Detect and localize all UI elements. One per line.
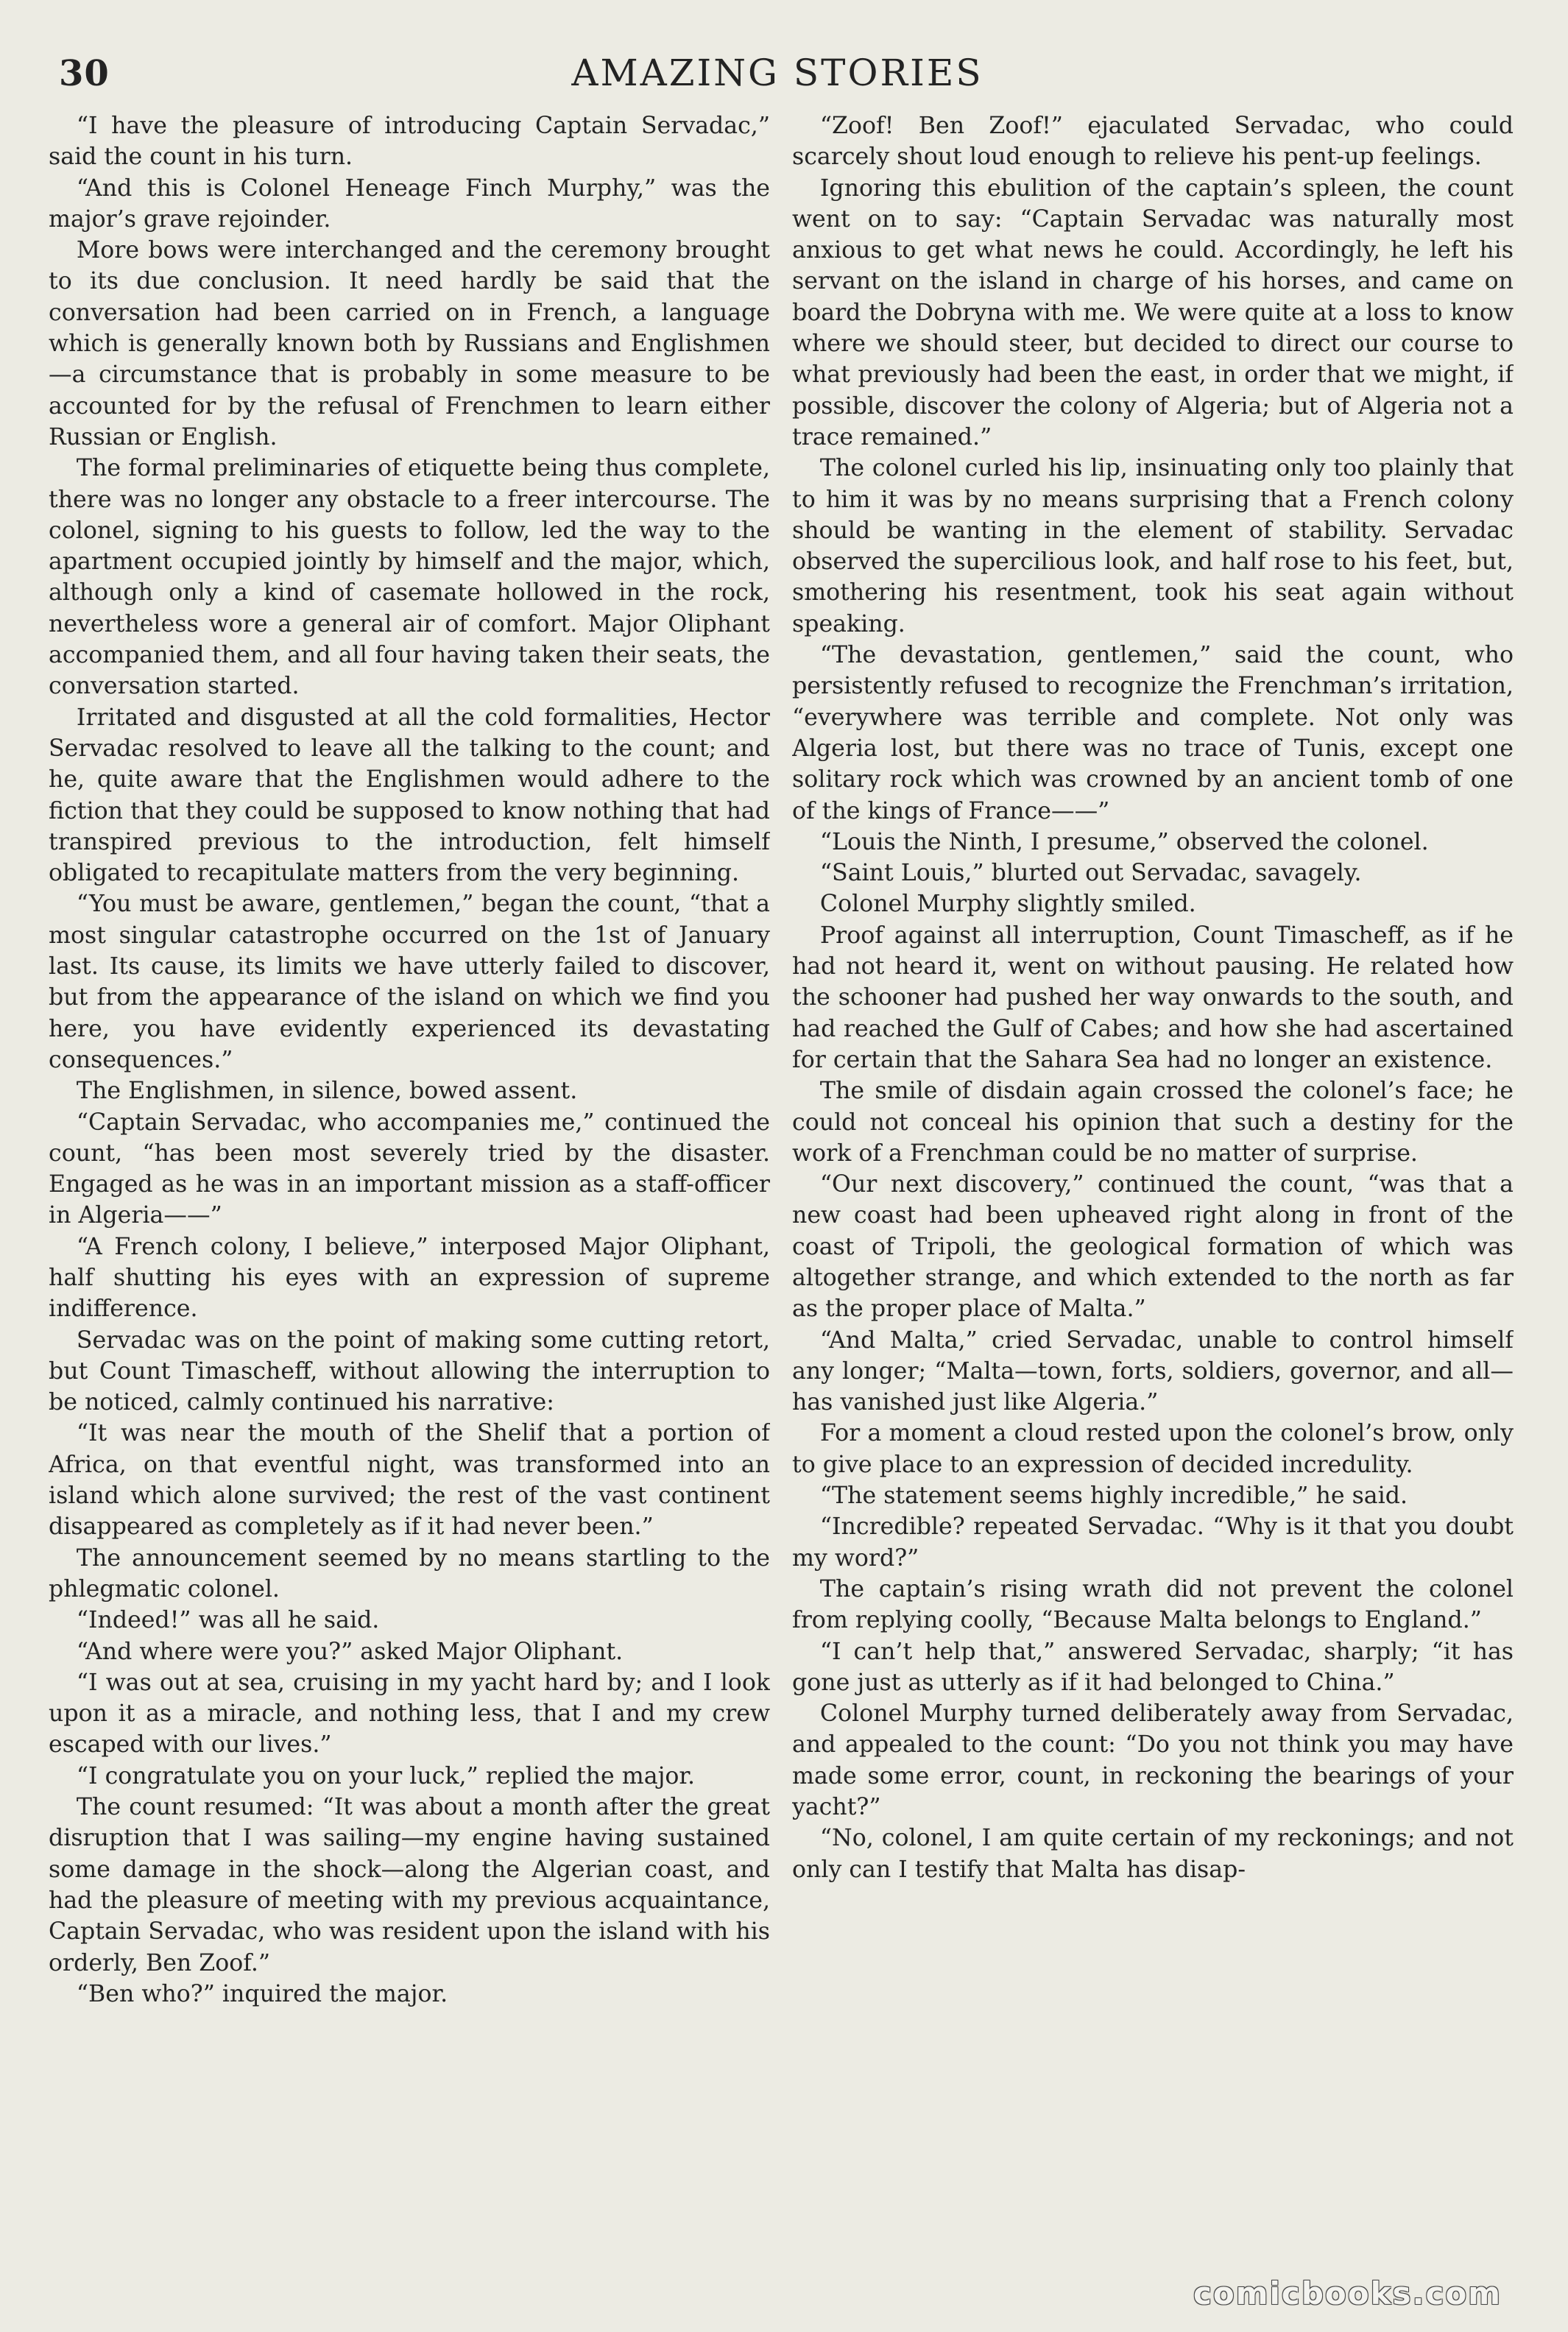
paragraph: Colonel Murphy slightly smiled. [819, 891, 1196, 918]
paragraph: “The devastation, gentlemen,” said the count, who persistently refused to recognize the Frenchman’s irritation, “everywhere was terrible and complete. Not only was Algeria lost, but there was no trace of Tunis, except one solitary rock which was crowned by an ancient tomb of one of the kings of France——” [792, 642, 1514, 824]
paragraph: Irritated and disgusted at all the cold formalities, Hector Servadac resolved to leave all the talking to the count; and he, quite aware that the Englishmen would adhere to the fiction that they could be supposed to know nothing that had transpired previous to the introduction, felt himself obligated to recapitulate matters from the very beginning. [49, 704, 770, 887]
magazine-title: AMAZING STORIES [571, 52, 983, 94]
paragraph: “I was out at sea, cruising in my yacht hard by; and I look upon it as a miracle, and nothing less, that I and my crew escaped with our lives.” [49, 1669, 770, 1759]
paragraph: “The statement seems highly incredible,” he said. [819, 1483, 1408, 1510]
paragraph: Proof against all interruption, Count Timascheff, as if he had not heard it, went on without pausing. He related how the schooner had pushed her way onwards to the south, and had reached the Gulf of Cabes; and how she had ascertained for certain that the Sahara Sea had no longer an existence. [792, 922, 1514, 1073]
left-column [49, 110, 770, 2286]
paragraph: “A French colony, I believe,” interposed Major Oliphant, half shutting his eyes with an expression of supreme indifference. [49, 1233, 770, 1323]
paragraph: Colonel Murphy turned deliberately away from Servadac, and appealed to the count: “Do you not think you may have made some error, count, in reckoning the bearings of your yacht?” [792, 1700, 1514, 1821]
paragraph: “And this is Colonel Heneage Finch Murphy,” was the major’s grave rejoinder. [49, 174, 770, 233]
paragraph: The smile of disdain again crossed the colonel’s face; he could not conceal his opinion that such a destiny for the work of a Frenchman could be no matter of surprise. [792, 1078, 1514, 1167]
paragraph: The count resumed: “It was about a month after the great disruption that I was sailing—my engine having sustained some damage in the shock—along the Algerian coast, and had the pleasure of meeting with my previous acquaintance, Captain Servadac, who was resident upon the island with his orderly, Ben Zoof.” [49, 1794, 770, 1976]
paragraph: “You must be aware, gentlemen,” began the count, “that a most singular catastrophe occurred on the 1st of January last. Its cause, its limits we have utterly failed to discover, but from the appearance of the island on which we find you here, you have evidently experienced its devastating consequences.” [49, 891, 770, 1073]
paragraph: The announcement seemed by no means startling to the phlegmatic colonel. [49, 1544, 770, 1603]
paragraph: “Ben who?” inquired the major. [76, 1980, 448, 2007]
paragraph: “Indeed!” was all he said. [76, 1607, 380, 1634]
paragraph: The captain’s rising wrath did not prevent the colonel from replying coolly, “Because Malta belongs to England.” [792, 1575, 1514, 1634]
paragraph: “I congratulate you on your luck,” replied the major. [76, 1762, 696, 1789]
paragraph: “Louis the Ninth, I presume,” observed the colonel. [819, 828, 1429, 855]
page-number: 30 [59, 53, 110, 94]
paragraph: “Saint Louis,” blurted out Servadac, savagely. [819, 860, 1362, 887]
paragraph: “I have the pleasure of introducing Captain Servadac,” said the count in his turn. [49, 113, 770, 171]
paragraph: Ignoring this ebulition of the captain’s spleen, the count went on to say: “Captain Servadac was naturally most anxious to get what news he could. Accordingly, he left his servant on the island in charge of his horses, and came on board the Dobryna with me. We were quite at a loss to know where we should steer, but decided to direct our course to what previously had been the east, in order that we might, if possible, discover the colony of Algeria; but of Algeria not a trace remained.” [792, 174, 1514, 451]
paragraph: “Zoof! Ben Zoof!” ejaculated Servadac, who could scarcely shout loud enough to relieve his pent-up feelings. [792, 113, 1514, 171]
right-column [792, 110, 1514, 2286]
paragraph: “Incredible? repeated Servadac. “Why is it that you doubt my word?” [792, 1513, 1514, 1572]
paragraph: “Our next discovery,” continued the count, “was that a new coast had been upheaved right along in front of the coast of Tripoli, the geological formation of which was altogether strange, and which extended to the north as far as the proper place of Malta.” [792, 1171, 1514, 1323]
paragraph: The colonel curled his lip, insinuating only too plainly that to him it was by no means surprising that a French colony should be wanting in the element of stability. Servadac observed the supercilious look, and half rose to his feet, but, smothering his resentment, took his seat again without speaking. [792, 455, 1514, 637]
paragraph: The Englishmen, in silence, bowed assent. [76, 1078, 578, 1105]
page-header [49, 49, 1506, 112]
paragraph: “And Malta,” cried Servadac, unable to control himself any longer; “Malta—town, forts, soldiers, governor, and all—has vanished just like Algeria.” [792, 1326, 1514, 1416]
paragraph: “It was near the mouth of the Shelif that a portion of Africa, on that eventful night, was transformed into an island which alone survived; the rest of the vast continent disappeared as completely as if it had never been.” [49, 1420, 770, 1541]
paragraph: “And where were you?” asked Major Oliphant. [76, 1638, 624, 1665]
paragraph: “No, colonel, I am quite certain of my reckonings; and not only can I testify that Malta has disap- [792, 1825, 1514, 1883]
paragraph: The formal preliminaries of etiquette being thus complete, there was no longer any obstacle to a freer intercourse. The colonel, signing to his guests to follow, led the way to the apartment occupied jointly by himself and the major, which, although only a kind of casemate hollowed in the rock, nevertheless wore a general air of comfort. Major Oliphant accompanied them, and all four having taken their seats, the conversation started. [49, 455, 770, 700]
paragraph: Servadac was on the point of making some cutting retort, but Count Timascheff, without allowing the interruption to be noticed, calmly continued his narrative: [49, 1326, 770, 1416]
paragraph: More bows were interchanged and the ceremony brought to its due conclusion. It need hardly be said that the conversation had been carried on in French, a language which is generally known both by Russians and Englishmen—a circumstance that is probably in some measure to be accounted for by the refusal of Frenchmen to learn either Russian or English. [49, 237, 770, 451]
watermark-logo: comicbooks.com [1193, 2275, 1502, 2311]
article-body [49, 110, 1514, 2286]
paragraph: “I can’t help that,” answered Servadac, sharply; “it has gone just as utterly as if it had belonged to China.” [792, 1638, 1514, 1696]
paragraph: “Captain Servadac, who accompanies me,” continued the count, “has been most severely tried by the disaster. Engaged as he was in an important mission as a staff-officer in Algeria——” [49, 1109, 770, 1229]
paragraph: For a moment a cloud rested upon the colonel’s brow, only to give place to an expression of decided incredulity. [792, 1420, 1514, 1478]
